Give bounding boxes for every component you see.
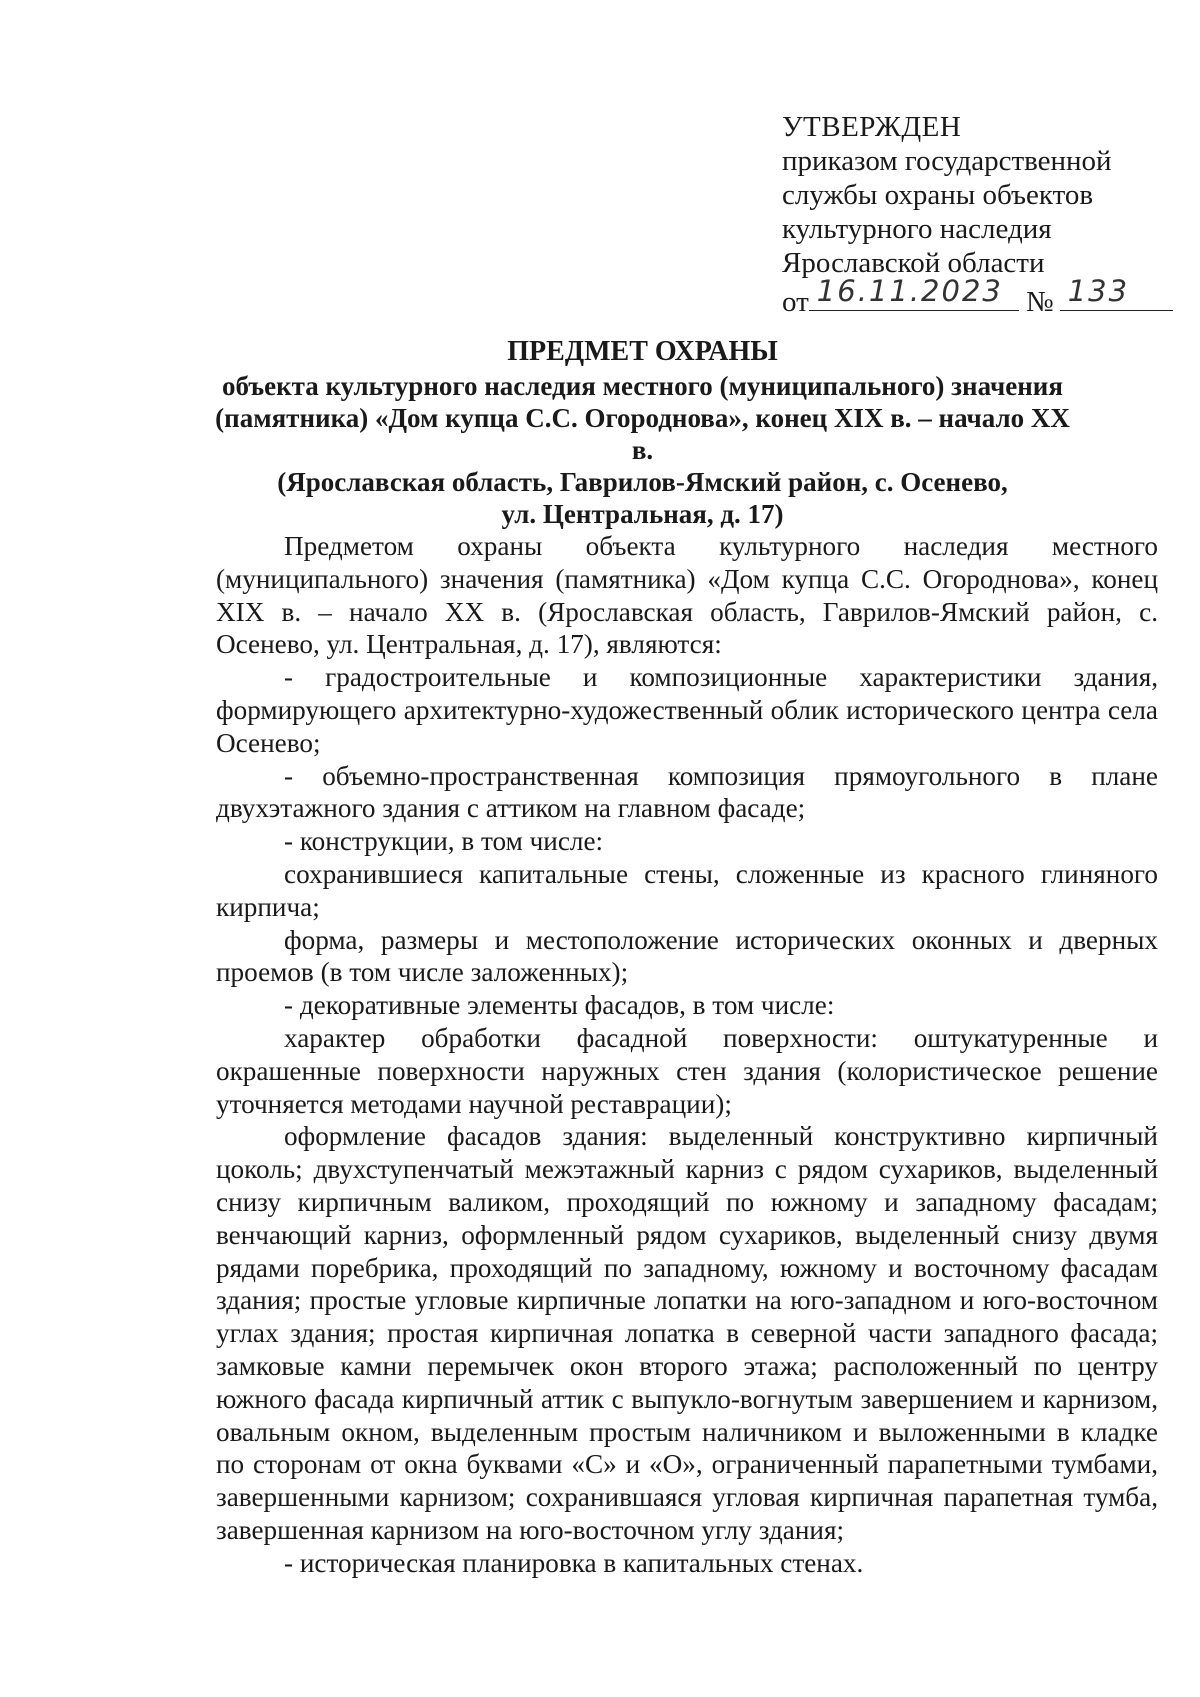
number-prefix: №	[1026, 286, 1054, 318]
approval-line: Ярославской области	[782, 247, 1045, 279]
body-paragraph: - объемно-пространственная композиция прямоугольного в плане двухэтажного здания с аттиком на главном фасаде;	[216, 760, 1158, 824]
handwritten-number: 133	[1067, 274, 1130, 308]
title-line: объекта культурного наследия местного (муниципального) значения	[222, 371, 1063, 401]
title-line: (Ярославская область, Гаврилов-Ямский район, с. Осенево,	[277, 467, 1008, 497]
body-paragraph: - декоративные элементы фасадов, в том числе:	[284, 990, 835, 1021]
body-paragraph: сохранившиеся капитальные стены, сложенные из красного глиняного кирпича;	[216, 858, 1158, 922]
body-paragraph: характер обработки фасадной поверхности: оштукатуренные и окрашенные поверхности наружных стен здания (колористическое решение уточняется методами научной реставрации);	[216, 1022, 1158, 1119]
body-paragraph: - конструкции, в том числе:	[284, 826, 604, 857]
body-paragraph: Предметом охраны объекта культурного наследия местного (муниципального) значения (памятника) «Дом купца С.С. Огороднова», конец XIX в. – начало XX в. (Ярославская область, Гаврилов-Ямский район, с. Осенево, ул. Центральная, д. 17), являются:	[216, 531, 1158, 660]
title-line: ул. Центральная, д. 17)	[501, 499, 784, 529]
document-body	[216, 530, 1158, 1580]
approval-line: приказом государственной	[782, 145, 1112, 177]
title-line: (памятника) «Дом купца С.С. Огороднова», конец XIX в. – начало XX в.	[215, 403, 1070, 465]
approval-heading: УТВЕРЖДЕН	[782, 111, 962, 143]
body-paragraph: - градостроительные и композиционные характеристики здания, формирующего архитектурно-художественный облик исторического центра села Осенево;	[216, 662, 1158, 758]
document-title	[210, 336, 1075, 530]
title-main: ПРЕДМЕТ ОХРАНЫ	[507, 336, 778, 367]
handwritten-date: 16.11.2023	[816, 274, 1003, 308]
date-prefix: от	[782, 286, 809, 318]
approval-line: культурного наследия	[782, 213, 1052, 245]
approval-date-line	[782, 274, 1162, 319]
number-field	[1060, 274, 1173, 311]
body-paragraph: - историческая планировка в капитальных стенах.	[284, 1547, 864, 1578]
approval-block	[782, 110, 1162, 319]
date-field	[809, 274, 1019, 311]
approval-line: службы охраны объектов	[782, 179, 1094, 211]
body-paragraph: оформление фасадов здания: выделенный конструктивно кирпичный цоколь; двухступенчатый межэтажный карниз с рядом сухариков, выделенный снизу кирпичным валиком, проходящий по южному и западному фасадам; венчающий карниз, оформленный рядом сухариков, выделенный снизу двумя рядами поребрика, проходящий по западному, южному и восточному фасадам здания; простые угловые кирпичные лопатки на юго-западном и юго-восточном углах здания; простая кирпичная лопатка в северной части западного фасада; замковые камни перемычек окон второго этажа; расположенный по центру южного фасада кирпичный аттик с выпукло-вогнутым завершением и карнизом, овальным окном, выделенным простым наличником и выложенными в кладке по сторонам от окна буквами «С» и «О», ограниченный парапетными тумбами, завершенными карнизом; сохранившаяся угловая кирпичная парапетная тумба, завершенная карнизом на юго-восточном углу здания;	[216, 1121, 1158, 1545]
body-paragraph: форма, размеры и местоположение исторических оконных и дверных проемов (в том числе заложенных);	[216, 924, 1158, 988]
